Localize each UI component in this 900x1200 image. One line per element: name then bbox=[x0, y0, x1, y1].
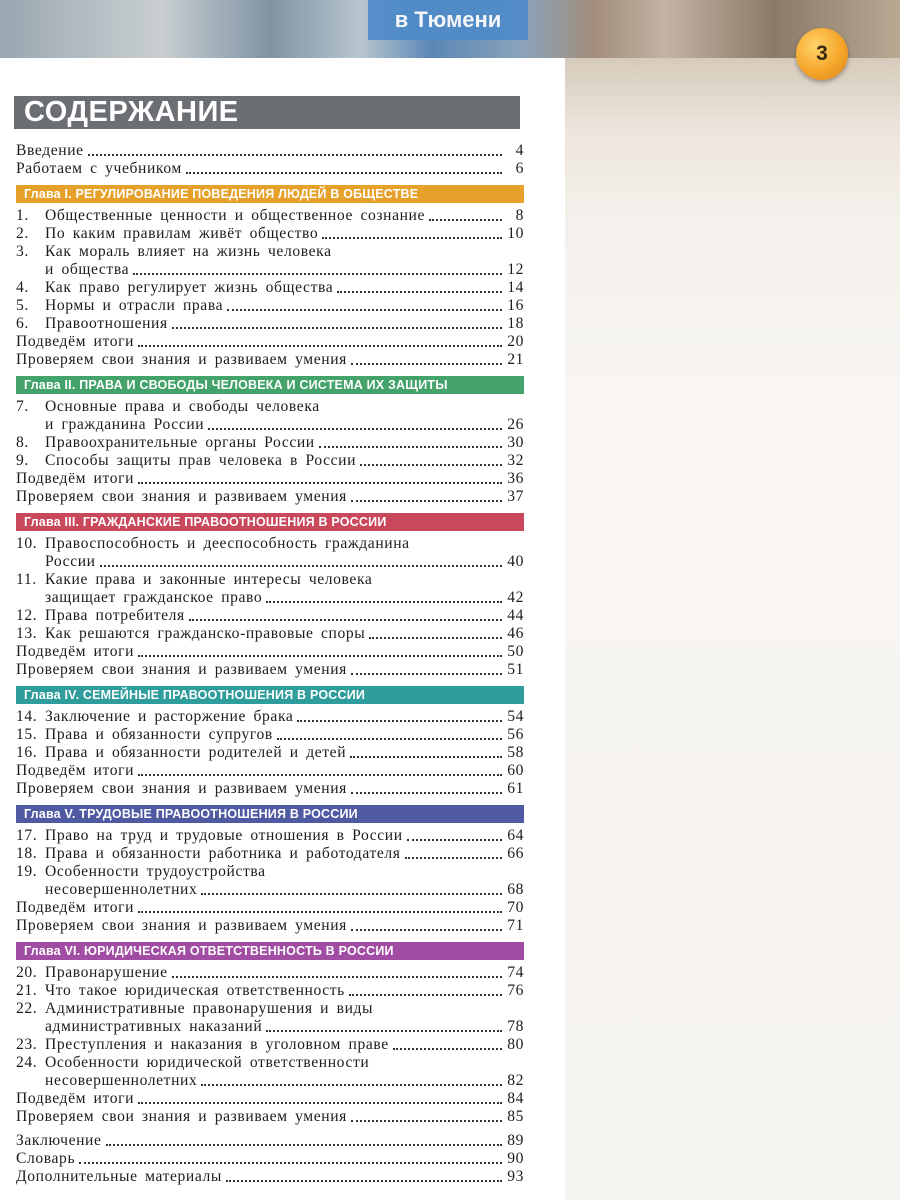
leader-dots bbox=[297, 720, 502, 722]
leader-dots bbox=[337, 291, 502, 293]
toc-check-entry[interactable] bbox=[16, 917, 524, 935]
leader-dots bbox=[349, 994, 502, 996]
toc-entry-title: Преступления и наказания в уголовном праве bbox=[45, 1036, 389, 1053]
toc-lesson-entry[interactable] bbox=[16, 1000, 524, 1018]
leader-dots bbox=[369, 637, 502, 639]
toc-check-entry[interactable] bbox=[16, 488, 524, 506]
toc-lesson-entry[interactable] bbox=[16, 243, 524, 261]
toc-entry-page: 64 bbox=[507, 827, 524, 844]
toc-entry-number: 2. bbox=[16, 225, 29, 242]
toc-entry-page: 80 bbox=[507, 1036, 524, 1053]
toc-entry-title: несовершеннолетних bbox=[45, 1072, 198, 1089]
toc-check-entry[interactable] bbox=[16, 661, 524, 679]
toc-entry-number: 4. bbox=[16, 279, 29, 296]
leader-dots bbox=[351, 1120, 502, 1122]
leader-dots bbox=[79, 1162, 502, 1164]
chapter-heading: Глава I. РЕГУЛИРОВАНИЕ ПОВЕДЕНИЯ ЛЮДЕЙ В ОБЩЕСТВЕ bbox=[16, 185, 524, 203]
leader-dots bbox=[189, 619, 502, 621]
toc-entry-title: Административные правонарушения и виды bbox=[45, 1000, 374, 1017]
toc-entry-page: 66 bbox=[507, 845, 524, 862]
toc-lesson-entry[interactable] bbox=[16, 225, 524, 243]
toc-entry-title: Как право регулирует жизнь общества bbox=[45, 279, 334, 296]
chapter-heading: Глава IV. СЕМЕЙНЫЕ ПРАВООТНОШЕНИЯ В РОССИИ bbox=[16, 686, 524, 704]
toc-entry-outro[interactable] bbox=[16, 1132, 524, 1150]
toc-entry-number: 3. bbox=[16, 243, 29, 260]
toc-lesson-entry[interactable] bbox=[16, 452, 524, 470]
toc-lesson-entry[interactable] bbox=[16, 708, 524, 726]
toc-lesson-entry-continued[interactable] bbox=[16, 589, 524, 607]
toc-entry-title: Право на труд и трудовые отношения в России bbox=[45, 827, 403, 844]
toc-entry-page: 74 bbox=[507, 964, 524, 981]
toc-summary-entry[interactable] bbox=[16, 643, 524, 661]
toc-entry-number: 20. bbox=[16, 964, 38, 981]
toc-check-entry[interactable] bbox=[16, 1108, 524, 1126]
toc-entry-intro[interactable] bbox=[16, 142, 524, 160]
toc-lesson-entry[interactable] bbox=[16, 571, 524, 589]
toc-entry-page: 18 bbox=[507, 315, 524, 332]
leader-dots bbox=[208, 428, 502, 430]
toc-entry-title: Способы защиты прав человека в России bbox=[45, 452, 357, 469]
toc-entry-title: Какие права и законные интересы человека bbox=[45, 571, 373, 588]
toc-entry-title: Подведём итоги bbox=[16, 333, 135, 350]
toc-entry-title: По каким правилам живёт общество bbox=[45, 225, 319, 242]
toc-entry-title: Как решаются гражданско-правовые споры bbox=[45, 625, 366, 642]
toc-entry-page: 26 bbox=[507, 416, 524, 433]
toc-lesson-entry[interactable] bbox=[16, 982, 524, 1000]
toc-entry-page: 71 bbox=[507, 917, 524, 934]
chapter-heading: Глава II. ПРАВА И СВОБОДЫ ЧЕЛОВЕКА И СИСТЕМА ИХ ЗАЩИТЫ bbox=[16, 376, 524, 394]
toc-entry-number: 10. bbox=[16, 535, 38, 552]
toc-entry-title: России bbox=[45, 553, 96, 570]
leader-dots bbox=[138, 911, 502, 913]
toc-entry-number: 19. bbox=[16, 863, 38, 880]
toc-entry-title: Особенности юридической ответственности bbox=[45, 1054, 370, 1071]
toc-summary-entry[interactable] bbox=[16, 1090, 524, 1108]
chapter-heading: Глава III. ГРАЖДАНСКИЕ ПРАВООТНОШЕНИЯ В РОССИИ bbox=[16, 513, 524, 531]
toc-entry-title: Заключение bbox=[16, 1132, 102, 1149]
toc-lesson-entry[interactable] bbox=[16, 207, 524, 225]
leader-dots bbox=[138, 345, 502, 347]
leader-dots bbox=[172, 327, 502, 329]
toc-lesson-entry[interactable] bbox=[16, 625, 524, 643]
toc-entry-title: и гражданина России bbox=[45, 416, 205, 433]
leader-dots bbox=[319, 446, 502, 448]
toc-entry-page: 58 bbox=[507, 744, 524, 761]
toc-entry-page: 46 bbox=[507, 625, 524, 642]
leader-dots bbox=[88, 154, 502, 156]
toc-entry-number: 9. bbox=[16, 452, 29, 469]
toc-entry-title: Правоохранительные органы России bbox=[45, 434, 315, 451]
toc-lesson-entry[interactable] bbox=[16, 845, 524, 863]
toc-entry-title: Что такое юридическая ответственность bbox=[45, 982, 345, 999]
toc-lesson-entry[interactable] bbox=[16, 535, 524, 553]
toc-lesson-entry[interactable] bbox=[16, 964, 524, 982]
toc-entry-page: 85 bbox=[507, 1108, 524, 1125]
toc-lesson-entry[interactable] bbox=[16, 1036, 524, 1054]
toc-entry-title: Проверяем свои знания и развиваем умения bbox=[16, 1108, 347, 1125]
toc-entry-number: 8. bbox=[16, 434, 29, 451]
leader-dots bbox=[405, 857, 502, 859]
leader-dots bbox=[322, 237, 502, 239]
toc-entry-number: 5. bbox=[16, 297, 29, 314]
leader-dots bbox=[186, 172, 502, 174]
leader-dots bbox=[393, 1048, 502, 1050]
leader-dots bbox=[226, 1180, 502, 1182]
toc-lesson-entry-continued[interactable] bbox=[16, 261, 524, 279]
leader-dots bbox=[266, 601, 502, 603]
leader-dots bbox=[266, 1030, 502, 1032]
toc-entry-page: 6 bbox=[515, 160, 524, 177]
toc-entry-page: 90 bbox=[507, 1150, 524, 1167]
toc-entry-page: 10 bbox=[507, 225, 524, 242]
toc-lesson-entry[interactable] bbox=[16, 726, 524, 744]
page-title: СОДЕРЖАНИЕ bbox=[24, 96, 239, 128]
toc-entry-page: 14 bbox=[507, 279, 524, 296]
toc-lesson-entry[interactable] bbox=[16, 315, 524, 333]
toc-lesson-entry-continued[interactable] bbox=[16, 416, 524, 434]
toc-lesson-entry[interactable] bbox=[16, 607, 524, 625]
toc-entry-title: Подведём итоги bbox=[16, 470, 135, 487]
toc-entry-number: 15. bbox=[16, 726, 38, 743]
leader-dots bbox=[407, 839, 502, 841]
toc-lesson-entry[interactable] bbox=[16, 297, 524, 315]
toc-entry-page: 40 bbox=[507, 553, 524, 570]
toc-entry-title: Проверяем свои знания и развиваем умения bbox=[16, 917, 347, 934]
leader-dots bbox=[133, 273, 502, 275]
toc-entry-title: защищает гражданское право bbox=[45, 589, 263, 606]
toc-entry-page: 54 bbox=[507, 708, 524, 725]
chapter-heading: Глава V. ТРУДОВЫЕ ПРАВООТНОШЕНИЯ В РОССИИ bbox=[16, 805, 524, 823]
toc-lesson-entry-continued[interactable] bbox=[16, 1018, 524, 1036]
toc-entry-title: Подведём итоги bbox=[16, 643, 135, 660]
toc-lesson-entry[interactable] bbox=[16, 279, 524, 297]
toc-entry-title: и общества bbox=[45, 261, 130, 278]
toc-entry-title: Основные права и свободы человека bbox=[45, 398, 320, 415]
toc-entry-title: Подведём итоги bbox=[16, 1090, 135, 1107]
toc-entry-page: 16 bbox=[507, 297, 524, 314]
toc-entry-page: 78 bbox=[507, 1018, 524, 1035]
toc-entry-title: Права и обязанности родителей и детей bbox=[45, 744, 347, 761]
leader-dots bbox=[351, 792, 502, 794]
toc-entry-number: 21. bbox=[16, 982, 38, 999]
toc-summary-entry[interactable] bbox=[16, 470, 524, 488]
table-of-contents bbox=[16, 142, 524, 1186]
toc-entry-page: 93 bbox=[507, 1168, 524, 1185]
toc-lesson-entry[interactable] bbox=[16, 744, 524, 762]
leader-dots bbox=[351, 363, 502, 365]
toc-entry-page: 60 bbox=[507, 762, 524, 779]
toc-summary-entry[interactable] bbox=[16, 762, 524, 780]
toc-entry-page: 89 bbox=[507, 1132, 524, 1149]
toc-entry-title: Проверяем свои знания и развиваем умения bbox=[16, 351, 347, 368]
toc-entry-number: 1. bbox=[16, 207, 29, 224]
toc-entry-number: 13. bbox=[16, 625, 38, 642]
toc-entry-number: 6. bbox=[16, 315, 29, 332]
toc-entry-number: 22. bbox=[16, 1000, 38, 1017]
leader-dots bbox=[227, 309, 502, 311]
side-photo bbox=[565, 58, 900, 1200]
toc-lesson-entry-continued[interactable] bbox=[16, 553, 524, 571]
leader-dots bbox=[138, 774, 502, 776]
toc-entry-page: 37 bbox=[507, 488, 524, 505]
leader-dots bbox=[360, 464, 502, 466]
toc-entry-page: 70 bbox=[507, 899, 524, 916]
toc-entry-title: Дополнительные материалы bbox=[16, 1168, 222, 1185]
toc-entry-title: Введение bbox=[16, 142, 84, 159]
toc-entry-page: 84 bbox=[507, 1090, 524, 1107]
toc-entry-title: Заключение и расторжение брака bbox=[45, 708, 294, 725]
toc-entry-page: 12 bbox=[507, 261, 524, 278]
toc-lesson-entry-continued[interactable] bbox=[16, 881, 524, 899]
toc-entry-outro[interactable] bbox=[16, 1168, 524, 1186]
toc-entry-title: Проверяем свои знания и развиваем умения bbox=[16, 661, 347, 678]
toc-entry-outro[interactable] bbox=[16, 1150, 524, 1168]
leader-dots bbox=[201, 893, 502, 895]
toc-entry-page: 32 bbox=[507, 452, 524, 469]
leader-dots bbox=[100, 565, 502, 567]
toc-entry-number: 18. bbox=[16, 845, 38, 862]
toc-entry-number: 17. bbox=[16, 827, 38, 844]
page-number-badge: 3 bbox=[796, 28, 848, 80]
chapter-heading: Глава VI. ЮРИДИЧЕСКАЯ ОТВЕТСТВЕННОСТЬ В РОССИИ bbox=[16, 942, 524, 960]
leader-dots bbox=[138, 482, 502, 484]
toc-entry-title: Права и обязанности супругов bbox=[45, 726, 273, 743]
toc-entry-title: Нормы и отрасли права bbox=[45, 297, 224, 314]
toc-entry-title: Правоспособность и дееспособность гражданина bbox=[45, 535, 410, 552]
toc-lesson-entry[interactable] bbox=[16, 398, 524, 416]
toc-entry-title: Правонарушение bbox=[45, 964, 168, 981]
toc-entry-title: Работаем с учебником bbox=[16, 160, 182, 177]
toc-check-entry[interactable] bbox=[16, 780, 524, 798]
toc-entry-page: 56 bbox=[507, 726, 524, 743]
toc-lesson-entry[interactable] bbox=[16, 827, 524, 845]
toc-entry-title: Проверяем свои знания и развиваем умения bbox=[16, 488, 347, 505]
toc-lesson-entry[interactable] bbox=[16, 1054, 524, 1072]
toc-entry-title: Подведём итоги bbox=[16, 762, 135, 779]
toc-summary-entry[interactable] bbox=[16, 899, 524, 917]
leader-dots bbox=[201, 1084, 502, 1086]
toc-lesson-entry[interactable] bbox=[16, 863, 524, 881]
toc-entry-title: Как мораль влияет на жизнь человека bbox=[45, 243, 332, 260]
banner-newspaper-text: в Тюмени bbox=[368, 0, 528, 40]
toc-entry-title: Особенности трудоустройства bbox=[45, 863, 266, 880]
toc-entry-title: Словарь bbox=[16, 1150, 76, 1167]
toc-entry-number: 12. bbox=[16, 607, 38, 624]
toc-entry-page: 51 bbox=[507, 661, 524, 678]
toc-entry-page: 61 bbox=[507, 780, 524, 797]
toc-entry-title: несовершеннолетних bbox=[45, 881, 198, 898]
toc-entry-title: Общественные ценности и общественное сознание bbox=[45, 207, 426, 224]
toc-entry-number: 14. bbox=[16, 708, 38, 725]
toc-check-entry[interactable] bbox=[16, 351, 524, 369]
toc-entry-page: 68 bbox=[507, 881, 524, 898]
toc-lesson-entry-continued[interactable] bbox=[16, 1072, 524, 1090]
leader-dots bbox=[138, 1102, 502, 1104]
toc-summary-entry[interactable] bbox=[16, 333, 524, 351]
toc-entry-page: 36 bbox=[507, 470, 524, 487]
toc-entry-intro[interactable] bbox=[16, 160, 524, 178]
leader-dots bbox=[351, 929, 502, 931]
leader-dots bbox=[350, 756, 502, 758]
leader-dots bbox=[138, 655, 502, 657]
toc-entry-title: Права потребителя bbox=[45, 607, 185, 624]
toc-entry-page: 50 bbox=[507, 643, 524, 660]
toc-entry-title: административных наказаний bbox=[45, 1018, 263, 1035]
toc-entry-number: 11. bbox=[16, 571, 37, 588]
toc-entry-page: 82 bbox=[507, 1072, 524, 1089]
toc-entry-page: 8 bbox=[515, 207, 524, 224]
toc-entry-number: 24. bbox=[16, 1054, 38, 1071]
toc-entry-number: 23. bbox=[16, 1036, 38, 1053]
toc-entry-page: 30 bbox=[507, 434, 524, 451]
toc-entry-page: 44 bbox=[507, 607, 524, 624]
toc-entry-page: 76 bbox=[507, 982, 524, 999]
leader-dots bbox=[106, 1144, 502, 1146]
toc-entry-number: 16. bbox=[16, 744, 38, 761]
toc-entry-title: Правоотношения bbox=[45, 315, 168, 332]
leader-dots bbox=[277, 738, 502, 740]
toc-entry-page: 42 bbox=[507, 589, 524, 606]
toc-lesson-entry[interactable] bbox=[16, 434, 524, 452]
leader-dots bbox=[429, 219, 502, 221]
toc-entry-page: 4 bbox=[515, 142, 524, 159]
toc-entry-title: Подведём итоги bbox=[16, 899, 135, 916]
toc-entry-number: 7. bbox=[16, 398, 29, 415]
toc-entry-page: 21 bbox=[507, 351, 524, 368]
leader-dots bbox=[351, 500, 502, 502]
leader-dots bbox=[351, 673, 502, 675]
toc-entry-title: Проверяем свои знания и развиваем умения bbox=[16, 780, 347, 797]
toc-entry-page: 20 bbox=[507, 333, 524, 350]
toc-entry-title: Права и обязанности работника и работодателя bbox=[45, 845, 401, 862]
leader-dots bbox=[172, 976, 502, 978]
